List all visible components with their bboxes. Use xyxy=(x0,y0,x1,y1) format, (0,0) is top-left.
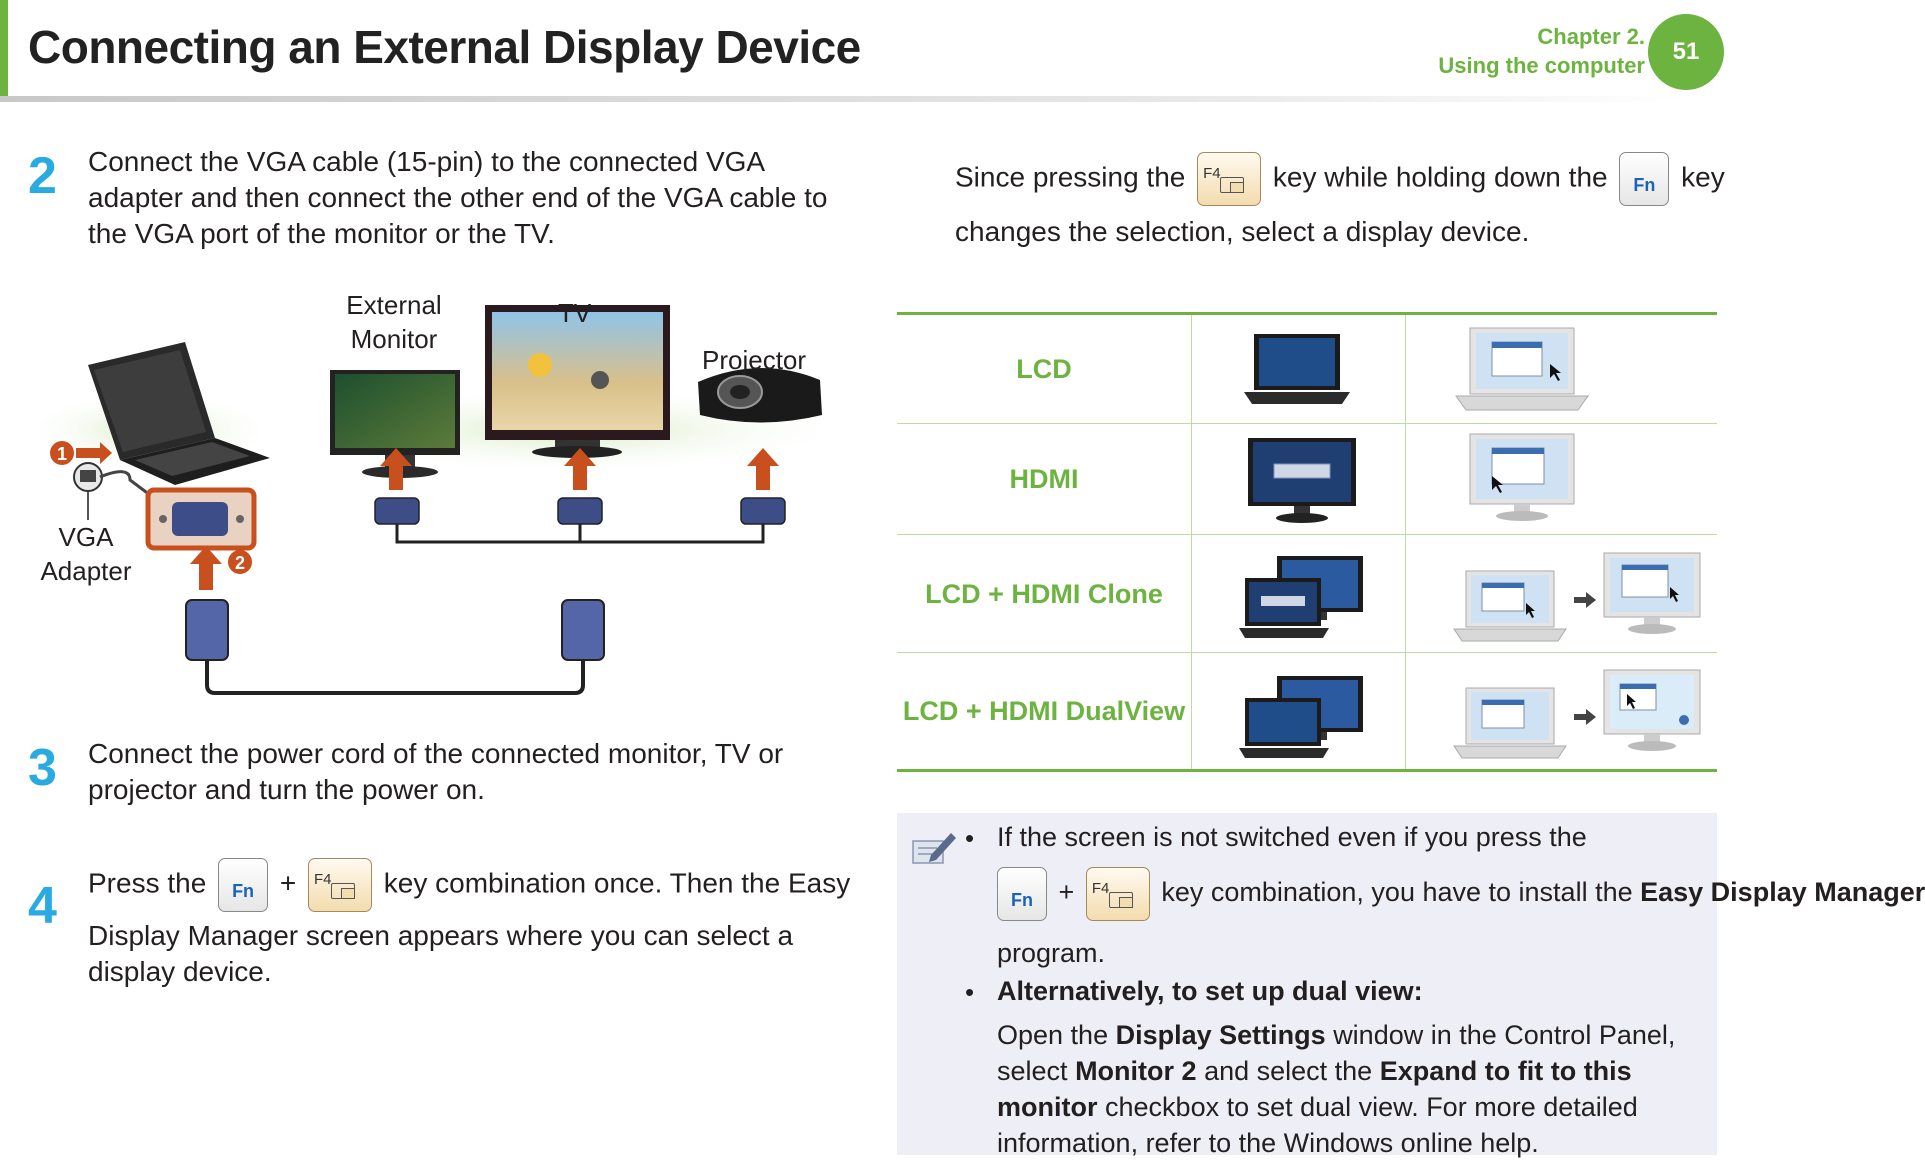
chapter-label xyxy=(1438,22,1645,80)
header-divider xyxy=(0,96,1690,102)
vga-cable xyxy=(186,600,604,693)
fn-key-label: Fn xyxy=(232,881,255,901)
intro-text-post: key xyxy=(1681,161,1725,193)
note-paragraph xyxy=(997,1017,1697,1161)
bullet: • xyxy=(965,977,975,1007)
vga-ports xyxy=(375,498,785,524)
page-number-badge: 51 xyxy=(1648,14,1724,90)
step-text: Connect the power cord of the connected monitor, TV or projector and turn the power on. xyxy=(88,738,784,805)
page-title: Connecting an External Display Device xyxy=(28,21,861,73)
intro-line-1 xyxy=(955,152,1725,206)
projector-label: Projector xyxy=(702,345,807,375)
callout-1: 1 xyxy=(56,444,68,464)
display-mode-table xyxy=(897,312,1717,772)
bullet: • xyxy=(965,823,975,853)
laptop-desktop-icon xyxy=(1452,324,1592,416)
note-bold-text: Easy Display Manager xyxy=(1640,877,1925,908)
vga-adapter-label: VGA Adapter xyxy=(40,522,132,586)
f4-key-icon xyxy=(308,858,372,912)
laptop-dark-icon xyxy=(1242,330,1352,410)
display-mode-hdmi: HDMI xyxy=(1009,464,1079,494)
note-box xyxy=(897,813,1925,1158)
step-number: 3 xyxy=(28,739,57,797)
note-text-end: program. xyxy=(997,938,1106,968)
plus-sign: + xyxy=(1058,877,1075,908)
chapter-title: Using the computer xyxy=(1438,53,1645,78)
monitor-desktop-icon xyxy=(1462,430,1582,526)
fn-key-label: Fn xyxy=(1633,175,1656,195)
note-text: key combination, you have to install the xyxy=(1161,877,1633,908)
intro-text-mid: key while holding down the xyxy=(1272,161,1608,193)
intro-text-pre: Since pressing the xyxy=(955,161,1186,193)
external-monitor-label: External Monitor xyxy=(346,290,442,354)
fn-key-icon xyxy=(1619,152,1669,206)
note-subheading: Alternatively, to set up dual view: xyxy=(997,976,1423,1006)
chapter-number: Chapter 2. xyxy=(1537,24,1645,49)
step-text: Display Manager screen appears where you can select a display device. xyxy=(88,920,794,987)
clone-preview-icon xyxy=(1452,547,1712,647)
note-text: If the screen is not switched even if you press the xyxy=(997,822,1587,852)
note-text: Open the xyxy=(997,1020,1109,1050)
fn-key-icon xyxy=(997,867,1047,921)
header-accent-bar xyxy=(0,0,8,96)
f4-key-label: F4 xyxy=(1091,880,1110,897)
laptop-monitor-dark-icon xyxy=(1237,552,1367,642)
note-text: and select the xyxy=(1204,1056,1373,1086)
intro-text: changes the selection, select a display device. xyxy=(955,216,1530,247)
fn-key-label: Fn xyxy=(1011,890,1033,910)
f4-key-icon xyxy=(1197,152,1261,206)
monitor-dark-icon xyxy=(1242,434,1362,526)
display-mode-dualview: LCD + HDMI DualView xyxy=(902,696,1186,726)
note-bold-text: Display Settings xyxy=(1115,1020,1326,1050)
note-text: window in the Control Panel, select xyxy=(997,1020,1676,1086)
step-text-pre: Press the xyxy=(88,867,207,899)
display-mode-clone: LCD + HDMI Clone xyxy=(925,578,1163,609)
dualview-preview-icon xyxy=(1452,664,1712,764)
step-number: 4 xyxy=(28,877,57,935)
note-line-2 xyxy=(997,867,1925,921)
plus-sign: + xyxy=(279,867,297,899)
step-text-post: key combination once. Then the Easy xyxy=(383,867,851,899)
note-text: checkbox to set dual view. For more detailed information, refer to the Windows online help. xyxy=(997,1092,1638,1158)
fn-key-icon xyxy=(218,858,268,912)
callout-2: 2 xyxy=(234,553,246,573)
laptop-monitor-dark-icon xyxy=(1237,672,1367,762)
f4-key-label: F4 xyxy=(313,871,332,888)
tv-label: TV xyxy=(558,298,592,328)
display-mode-lcd: LCD xyxy=(1016,354,1072,384)
projector-image xyxy=(698,368,822,423)
f4-key-label: F4 xyxy=(1203,165,1221,182)
note-bold-text: Monitor 2 xyxy=(1075,1056,1197,1086)
note-pencil-icon xyxy=(909,827,959,869)
step-4-line-1 xyxy=(88,858,868,912)
f4-key-icon xyxy=(1086,867,1150,921)
step-number: 2 xyxy=(28,147,57,205)
note-bold-text: Expand to fit to this monitor xyxy=(997,1056,1632,1122)
step-text: Connect the VGA cable (15-pin) to the connected VGA adapter and then connect the other end of the VGA cable to the VGA port of the monitor or the TV. xyxy=(88,146,828,249)
